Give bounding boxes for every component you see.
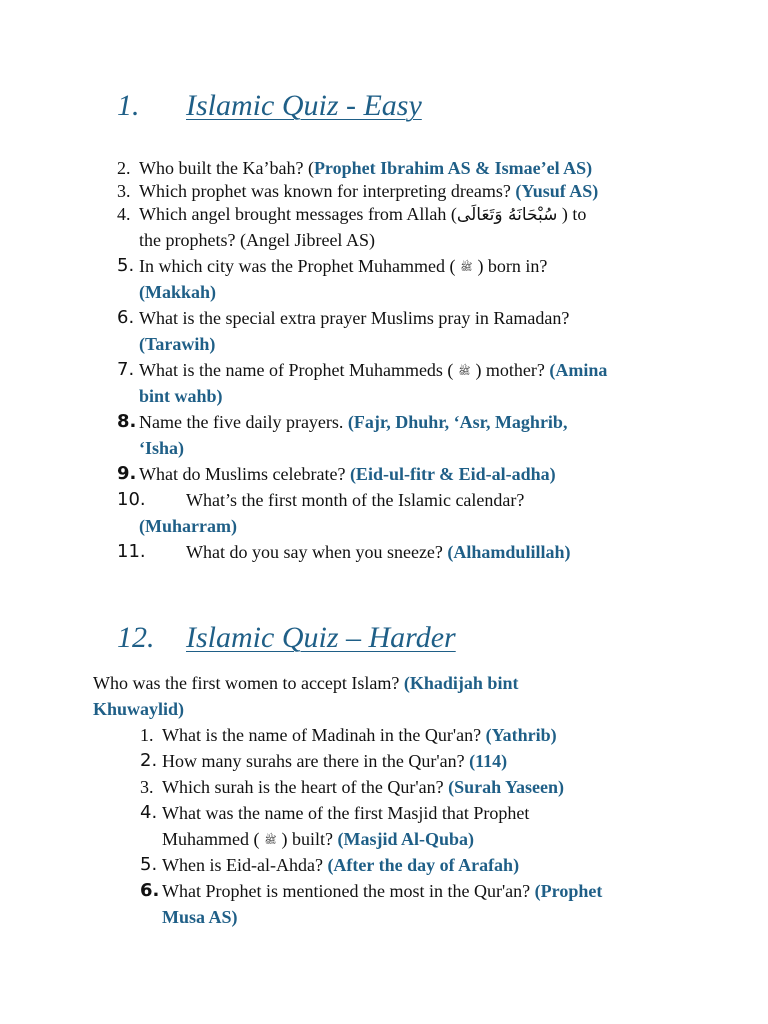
heading-harder	[117, 620, 456, 656]
answer-text: (Fajr, Dhuhr, ‘Asr, Maghrib,	[347, 412, 568, 432]
question-text: Which angel brought messages from Allah (	[139, 204, 457, 224]
question-continuation: the prophets? (Angel Jibreel AS)	[139, 230, 375, 250]
question-text: What’s the first month of the Islamic calendar?	[186, 490, 525, 510]
answer-text: (Muharram)	[139, 516, 237, 536]
question-text: Which surah is the heart of the Qur'an?	[162, 777, 449, 797]
answer-text: (Eid-ul-fitr & Eid-al-adha)	[349, 464, 556, 484]
question-text: ) born in?	[477, 256, 548, 276]
question-text: When is Eid-al-Ahda?	[162, 855, 328, 875]
pbuh-glyph: ﷺ	[264, 835, 277, 846]
item-number: 7.	[117, 359, 135, 380]
item-number: 4.	[117, 204, 131, 224]
item-number: 4.	[140, 802, 158, 823]
pbuh-glyph: ﷺ	[458, 366, 471, 377]
item-number: 9.	[117, 463, 137, 484]
item-number: 6.	[140, 880, 160, 901]
question-text: What Prophet is mentioned the most in the Qur'an?	[162, 881, 535, 901]
answer-text: (Masjid Al-Quba)	[337, 829, 474, 849]
answer-text: Musa AS)	[162, 907, 238, 927]
answer-text: (After the day of Arafah)	[327, 855, 520, 875]
answer-text: (Surah Yaseen)	[448, 777, 564, 797]
item-number: 5.	[117, 255, 135, 276]
pbuh-glyph: ﷺ	[460, 262, 473, 273]
question-text: What was the name of the first Masjid that Prophet	[162, 803, 530, 823]
answer-text: ‘Isha)	[139, 438, 185, 458]
question-text: ) to	[557, 204, 587, 224]
question-text: How many surahs are there in the Qur'an?	[162, 751, 470, 771]
question-text: What do you say when you sneeze?	[186, 542, 448, 562]
answer-text: (114)	[469, 751, 508, 771]
item-number: 3.	[140, 777, 154, 797]
heading-title: Islamic Quiz - Easy	[186, 89, 422, 122]
arabic-phrase: سُبْحَانَهُ وَتَعَالَى	[456, 205, 558, 225]
item-number: 3.	[117, 181, 131, 201]
item-number: 5.	[140, 854, 158, 875]
answer-text: (Yusuf AS)	[515, 181, 599, 201]
answer-text: Prophet Ibrahim AS & Ismae’el AS)	[313, 158, 593, 178]
question-text: ) built?	[281, 829, 338, 849]
question-text: What is the special extra prayer Muslims pray in Ramadan?	[139, 308, 570, 328]
item-number: 11.	[117, 541, 146, 562]
answer-text: bint wahb)	[139, 386, 223, 406]
intro-question	[93, 670, 518, 696]
question-continuation	[162, 826, 474, 854]
heading-number: 1.	[117, 89, 140, 122]
question-text: What do Muslims celebrate?	[139, 464, 350, 484]
answer-text: (Yathrib)	[485, 725, 557, 745]
question-text: ) mother?	[475, 360, 550, 380]
question-text: Who was the first women to accept Islam?	[93, 673, 404, 693]
question-text: What is the name of Prophet Muhammeds (	[139, 360, 454, 380]
question-text: What is the name of Madinah in the Qur'an?	[162, 725, 486, 745]
answer-text: (Tarawih)	[139, 334, 216, 354]
question-text: Which prophet was known for interpreting dreams?	[139, 181, 516, 201]
answer-text: (Khadijah bint	[403, 673, 519, 693]
question-text: Muhammed (	[162, 829, 260, 849]
item-number: 10.	[117, 489, 146, 510]
heading-number: 12.	[117, 621, 155, 654]
heading-title: Islamic Quiz – Harder	[186, 621, 456, 654]
item-number: 8.	[117, 411, 137, 432]
item-number: 2.	[117, 158, 131, 178]
item-number: 2.	[140, 750, 158, 771]
answer-text: (Prophet	[534, 881, 603, 901]
heading-easy	[117, 88, 422, 124]
question-text: Who built the Ka’bah? (	[139, 158, 314, 178]
answer-text: (Alhamdulillah)	[447, 542, 571, 562]
answer-text: (Makkah)	[139, 282, 217, 302]
item-number: 1.	[140, 725, 154, 745]
question-text: In which city was the Prophet Muhammed (	[139, 256, 456, 276]
question-text: Name the five daily prayers.	[139, 412, 348, 432]
answer-text: (Amina	[549, 360, 608, 380]
answer-text: Khuwaylid)	[93, 699, 185, 719]
item-number: 6.	[117, 307, 135, 328]
